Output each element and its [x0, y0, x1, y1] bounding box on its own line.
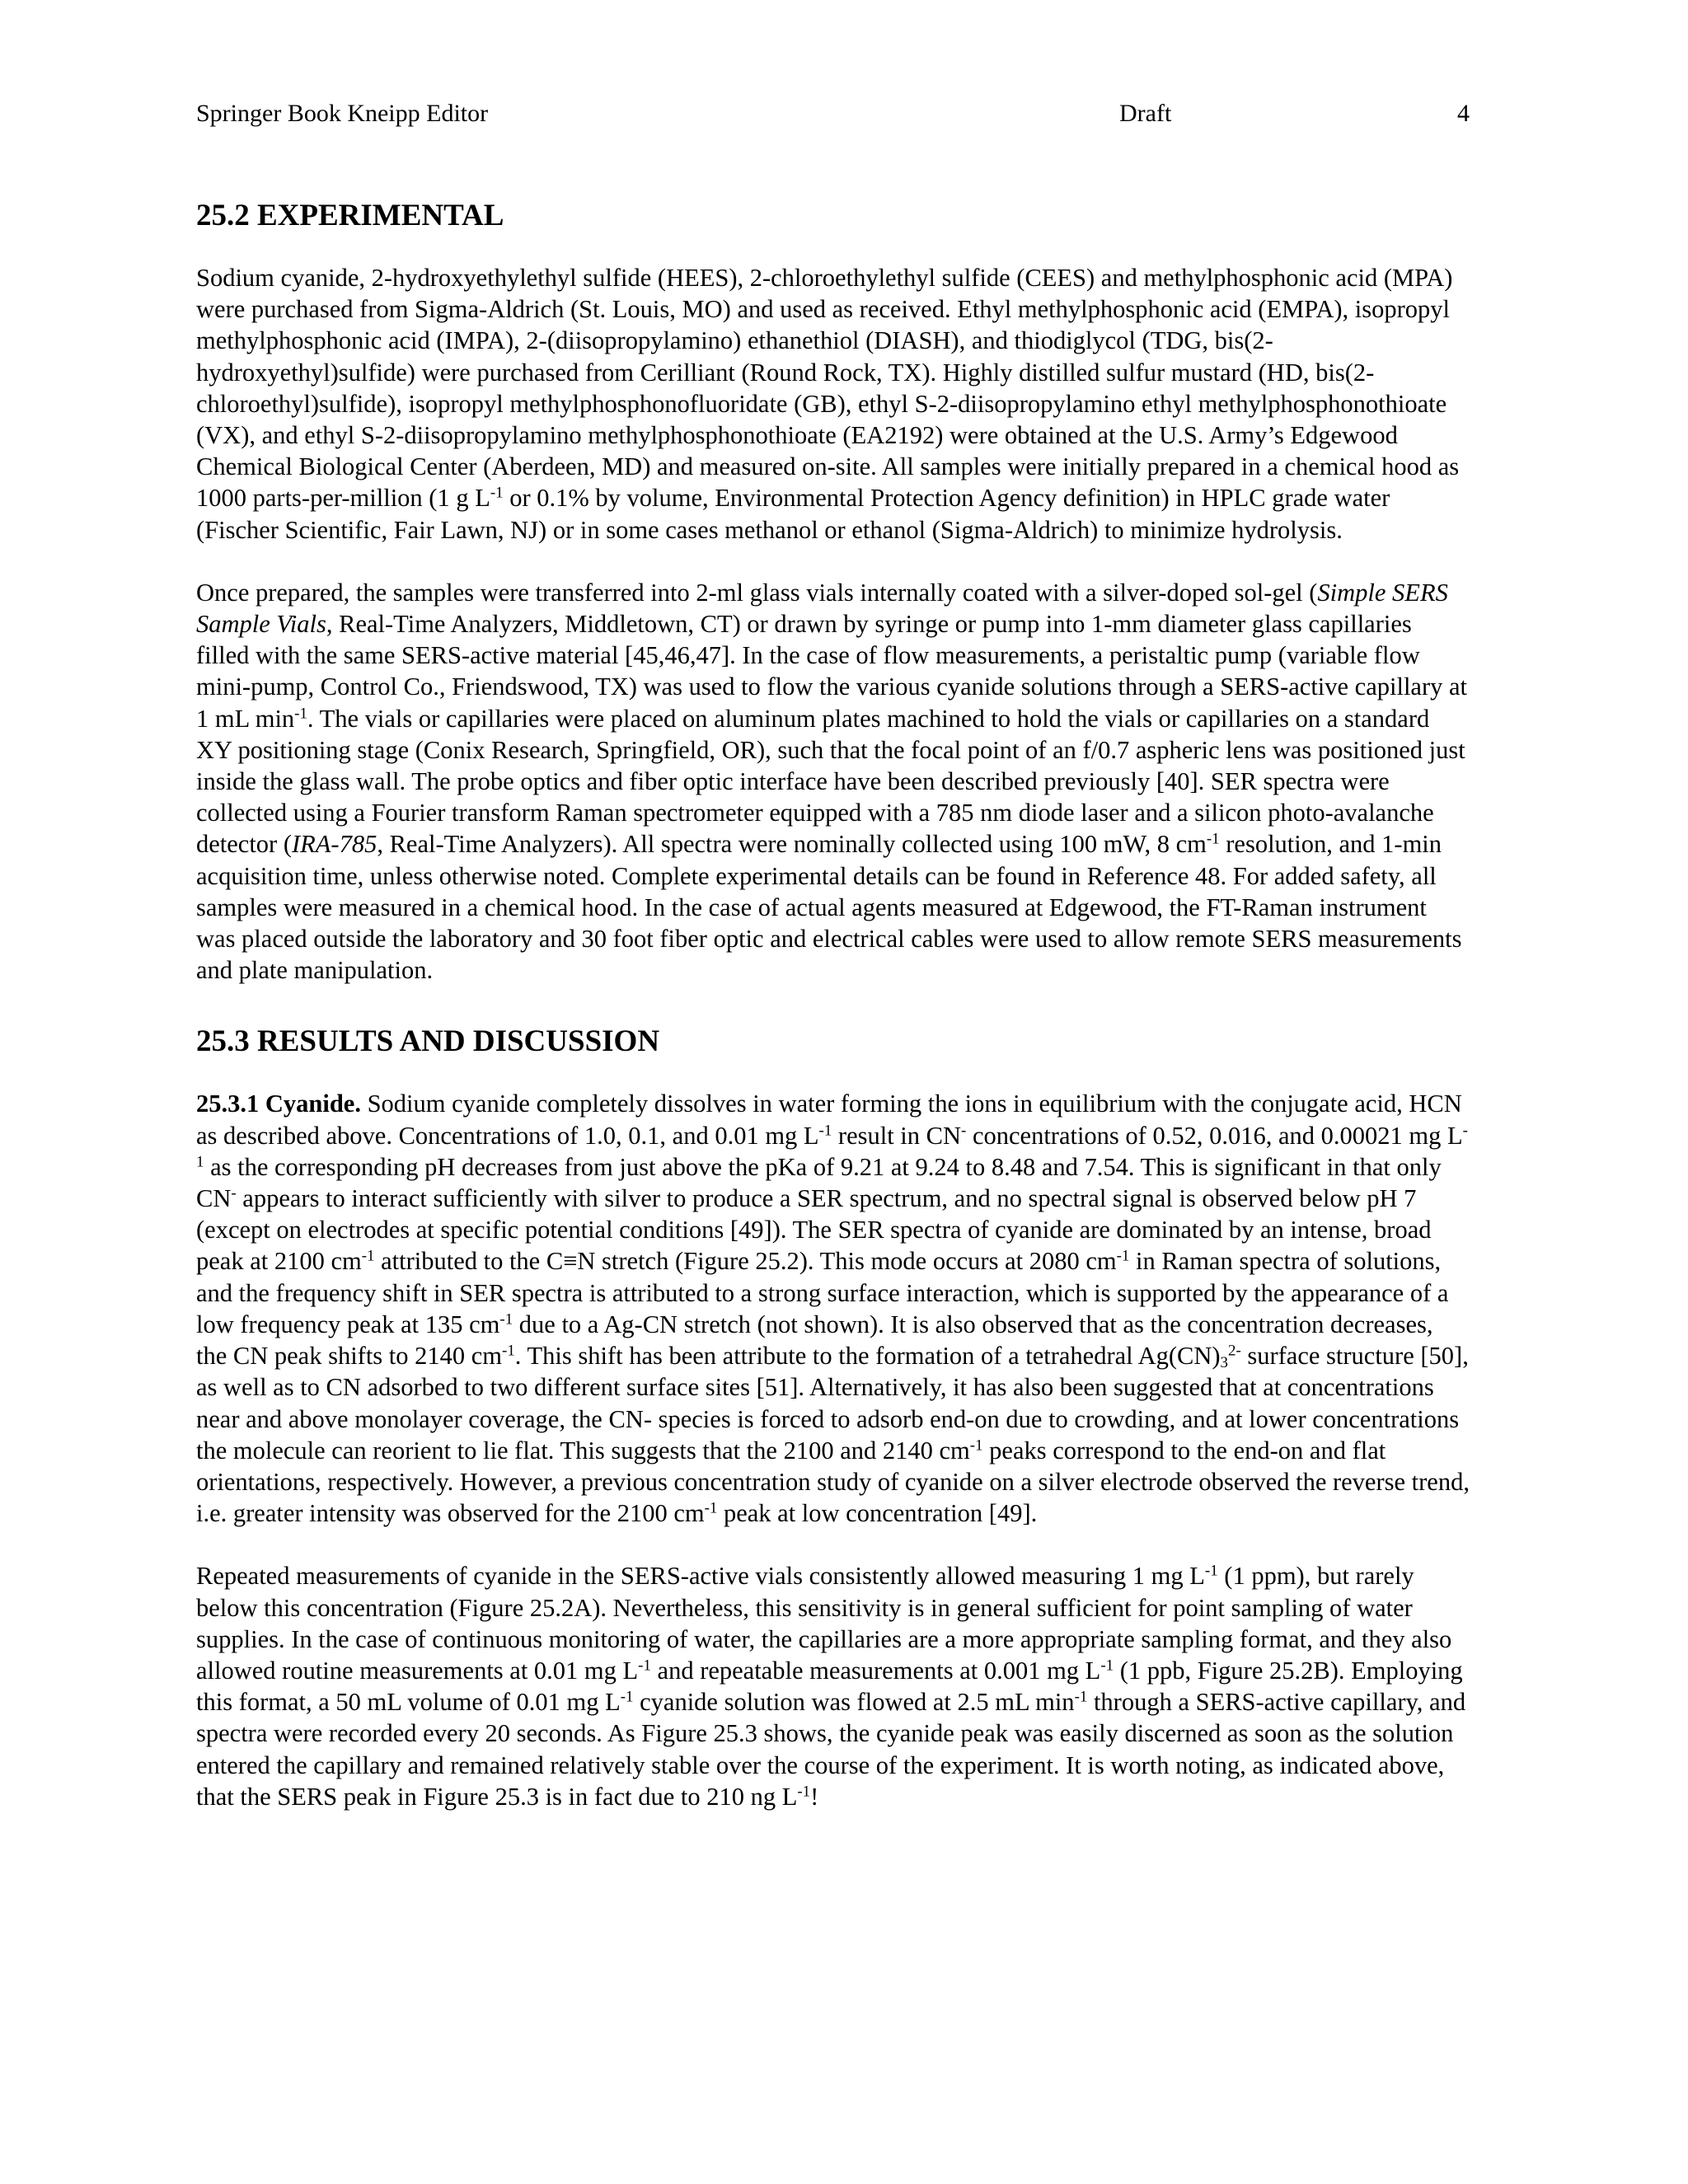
text-run: peak at low concentration [49].: [717, 1499, 1038, 1528]
superscript: -1: [499, 1310, 513, 1329]
paragraph-sensitivity: [196, 1560, 1470, 1812]
paragraph-cyanide: [196, 1088, 1470, 1529]
header-draft-label: Draft: [1119, 100, 1172, 127]
paragraph-materials: [196, 262, 1470, 546]
superscript: -1: [1206, 831, 1220, 849]
superscript: 2-: [1228, 1342, 1241, 1360]
superscript: -: [231, 1184, 237, 1202]
text-run: . This shift has been attribute to the formation of a tetrahedral Ag(CN): [514, 1342, 1221, 1371]
text-run: !: [810, 1782, 819, 1811]
superscript: -: [961, 1122, 967, 1140]
page-header: [196, 97, 1470, 130]
text-run: cyanide solution was flowed at 2.5 mL min: [633, 1688, 1075, 1717]
superscript: -1: [1116, 1248, 1130, 1266]
italic-product-name: IRA-785: [292, 830, 377, 859]
superscript: -1: [1100, 1657, 1114, 1675]
text-run: , Real-Time Analyzers). All spectra were nominally collected using 100 mW, 8 cm: [377, 830, 1207, 859]
text-run: through a SERS-active capillary, and spectra were recorded every 20 seconds. As Figure 25.3 shows, the cyanide peak was easily discerned as soon as the solution entered the capillary and remained relatively stable over the course of the experiment. It is worth noting, as indicated above, that the SERS peak in Figure 25.3 is in fact due to 210 ng L: [196, 1688, 1466, 1811]
text-run: result in CN: [832, 1121, 962, 1150]
text-run: surface structure [50], as well as to CN adsorbed to two different surface sites [51]. Alternatively, it has also been suggested that at concentrations near and above monolayer coverage, the CN- species is forced to adsorb end-on due to crowding, and at lower concentrations the molecule can reorient to lie flat. This suggests that the 2100 and 2140 cm: [196, 1342, 1469, 1465]
subsection-run-in-heading: 25.3.1 Cyanide.: [196, 1090, 361, 1118]
text-run: in Raman spectra of solutions, and the frequency shift in SER spectra is attributed to a strong surface interaction, which is supported by the appearance of a low frequency peak at 135 cm: [196, 1247, 1449, 1338]
text-run: resolution, and 1-min acquisition time, unless otherwise noted. Complete experimental details can be found in Reference 48. For added safety, all samples were measured in a chemical hood. In the case of actual agents measured at Edgewood, the FT-Raman instrument was placed outside the laboratory and 30 foot fiber optic and electrical cables were used to allow remote SERS measurements and plate manipulation.: [196, 830, 1462, 985]
text-run: appears to interact sufficiently with silver to produce a SER spectrum, and no spectral signal is observed below pH 7 (except on electrodes at specific potential conditions [49]). The SER spectra of cyanide are dominated by an intense, broad peak at 2100 cm: [196, 1184, 1432, 1276]
text-run: , Real-Time Analyzers, Middletown, CT) or drawn by syringe or pump into 1-mm diameter glass capillaries filled with the same SERS-active material [45,46,47]. In the case of flow measurements, a peristaltic pump (variable flow mini-pump, Control Co., Friendswood, TX) was used to flow the various cyanide solutions through a SERS-active capillary at 1 mL min: [196, 610, 1468, 733]
superscript: -1: [361, 1248, 375, 1266]
superscript: -1: [638, 1657, 651, 1675]
text-run: and repeatable measurements at 0.001 mg L: [650, 1656, 1101, 1685]
paragraph-methods: [196, 577, 1470, 987]
superscript: -1: [490, 485, 504, 503]
text-run: attributed to the C≡N stretch (Figure 25.2). This mode occurs at 2080 cm: [374, 1247, 1117, 1276]
text-run: (1 ppb, Figure 25.2B). Employing this format, a 50 mL volume of 0.01 mg L: [196, 1656, 1463, 1717]
page-body: [196, 198, 1470, 1812]
superscript: -1: [502, 1342, 515, 1360]
subscript: 3: [1220, 1354, 1228, 1372]
header-page-number: 4: [1457, 100, 1470, 127]
text-run: . The vials or capillaries were placed on aluminum plates machined to hold the vials or capillaries on a standard XY positioning stage (Conix Research, Springfield, OR), such that the focal point of an f/0.7 aspheric lens was positioned just inside the glass wall. The probe optics and fiber optic interface have been described previously [40]. SER spectra were collected using a Fourier transform Raman spectrometer equipped with a 785 nm diode laser and a silicon photo-avalanche detector (: [196, 704, 1465, 859]
text-run: Repeated measurements of cyanide in the SERS-active vials consistently allowed measuring 1 mg L: [196, 1562, 1205, 1591]
text-run: (1 ppm), but rarely below this concentration (Figure 25.2A). Nevertheless, this sensitivity is in general sufficient for point sampling of water supplies. In the case of continuous monitoring of water, the capillaries are a more appropriate sampling format, and they also allowed routine measurements at 0.01 mg L: [196, 1562, 1452, 1685]
text-run: Sodium cyanide completely dissolves in water forming the ions in equilibrium with the conjugate acid, HCN as described above. Concentrations of 1.0, 0.1, and 0.01 mg L: [196, 1090, 1462, 1150]
superscript: -1: [196, 1122, 1468, 1171]
superscript: -1: [294, 705, 307, 723]
text-run: concentrations of 0.52, 0.016, and 0.00021 mg L: [966, 1121, 1463, 1150]
superscript: -1: [797, 1783, 811, 1801]
section-heading-experimental: 25.2 EXPERIMENTAL: [196, 199, 504, 232]
italic-product-name: Simple SERS Sample Vials: [196, 578, 1448, 639]
superscript: -1: [969, 1436, 983, 1455]
superscript: -1: [1204, 1562, 1218, 1580]
superscript: -1: [704, 1499, 718, 1517]
header-book-title: Springer Book Kneipp Editor: [196, 100, 489, 127]
section-heading-results: 25.3 RESULTS AND DISCUSSION: [196, 1024, 660, 1059]
superscript: -1: [1074, 1688, 1088, 1706]
superscript: -1: [620, 1688, 634, 1706]
text-run: as the corresponding pH decreases from just above the pKa of 9.21 at 9.24 to 8.48 and 7.54. This is significant in that only CN: [196, 1152, 1442, 1213]
text-run: Once prepared, the samples were transferred into 2-ml glass vials internally coated with a silver-doped sol-gel (: [196, 578, 1318, 607]
text-run: Sodium cyanide, 2-hydroxyethylethyl sulfide (HEES), 2-chloroethylethyl sulfide (CEES) and methylphosphonic acid (MPA) were purchased from Sigma-Aldrich (St. Louis, MO) and used as received. Ethyl methylphosphonic acid (EMPA), isopropyl methylphosphonic acid (IMPA), 2-(diisopropylamino) ethanethiol (DIASH), and thiodiglycol (TDG, bis(2-hydroxyethyl)sulfide) were purchased from Cerilliant (Round Rock, TX). Highly distilled sulfur mustard (HD, bis(2-chloroethyl)sulfide), isopropyl methylphosphonofluoridate (GB), ethyl S-2-diisopropylamino ethyl methylphosphonothioate (VX), and ethyl S-2-diisopropylamino methylphosphonothioate (EA2192) were obtained at the U.S. Army’s Edgewood Chemical Biological Center (Aberdeen, MD) and measured on-site. All samples were initially prepared in a chemical hood as 1000 parts-per-million (1 g L: [196, 264, 1460, 513]
text-run: peaks correspond to the end-on and flat orientations, respectively. However, a previous concentration study of cyanide on a silver electrode observed the reverse trend, i.e. greater intensity was observed for the 2100 cm: [196, 1436, 1470, 1528]
text-run: or 0.1% by volume, Environmental Protection Agency definition) in HPLC grade water (Fischer Scientific, Fair Lawn, NJ) or in some cases methanol or ethanol (Sigma-Aldrich) to minimize hydrolysis.: [196, 484, 1390, 544]
superscript: -1: [818, 1122, 832, 1140]
text-run: due to a Ag-CN stretch (not shown). It is also observed that as the concentration decreases, the CN peak shifts to 2140 cm: [196, 1310, 1433, 1371]
